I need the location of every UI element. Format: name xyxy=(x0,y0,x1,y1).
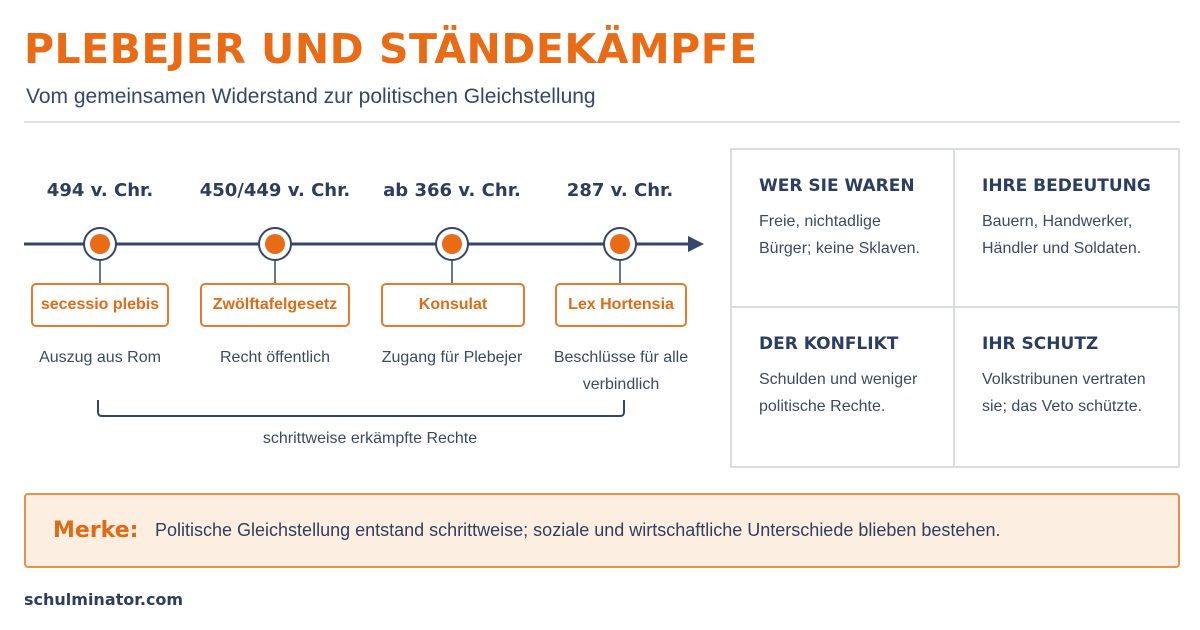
event-description: Zugang für Plebejer xyxy=(381,349,523,366)
event-label-box: secessio plebis xyxy=(31,283,169,327)
timeline-marker xyxy=(259,228,291,260)
event-date: 450/449 v. Chr. xyxy=(199,180,351,201)
page-subtitle: Vom gemeinsamen Widerstand zur politischen Gleichstellung xyxy=(26,85,596,108)
footer-site: schulminator.com xyxy=(24,590,184,609)
fact-title: DER KONFLIKT xyxy=(759,334,899,354)
event-label-box: Lex Hortensia xyxy=(555,283,687,327)
event-date: ab 366 v. Chr. xyxy=(383,180,521,201)
fact-text: Volkstribunen vertraten sie; das Veto schützte. xyxy=(982,371,1146,415)
bracket-label: schrittweise erkämpfte Rechte xyxy=(262,430,478,447)
event-description: Beschlüsse für alle verbindlich xyxy=(553,349,689,393)
fact-title: WER SIE WAREN xyxy=(759,176,915,196)
facts-grid xyxy=(730,148,1180,468)
event-label-box: Konsulat xyxy=(381,283,525,327)
note-label: Merke: xyxy=(53,518,139,543)
page-title: PLEBEJER UND STÄNDEKÄMPFE xyxy=(24,25,758,73)
timeline-marker xyxy=(436,228,468,260)
note-box xyxy=(24,493,1180,568)
timeline-marker xyxy=(84,228,116,260)
fact-text: Bauern, Handwerker, Händler und Soldaten. xyxy=(982,213,1142,257)
fact-card xyxy=(955,150,1178,308)
fact-title: IHR SCHUTZ xyxy=(982,334,1099,354)
event-label-box: Zwölftafelgesetz xyxy=(200,283,350,327)
fact-text: Schulden und weniger politische Rechte. xyxy=(759,371,918,415)
fact-text: Freie, nichtadlige Bürger; keine Sklaven. xyxy=(759,213,920,257)
range-bracket xyxy=(98,400,624,416)
note-text: Politische Gleichstellung entstand schrittweise; soziale und wirtschaftliche Unterschiede blieben bestehen. xyxy=(155,520,1001,540)
timeline xyxy=(0,150,720,470)
event-date: 287 v. Chr. xyxy=(566,180,674,201)
event-description: Recht öffentlich xyxy=(220,349,330,366)
fact-card xyxy=(732,150,955,308)
event-date: 494 v. Chr. xyxy=(46,180,154,201)
fact-card xyxy=(955,308,1178,466)
timeline-arrowhead xyxy=(688,236,704,252)
fact-title: IHRE BEDEUTUNG xyxy=(982,176,1151,196)
fact-card xyxy=(732,308,955,466)
event-description: Auszug aus Rom xyxy=(39,349,161,366)
timeline-marker xyxy=(604,228,636,260)
header-divider xyxy=(24,121,1180,123)
